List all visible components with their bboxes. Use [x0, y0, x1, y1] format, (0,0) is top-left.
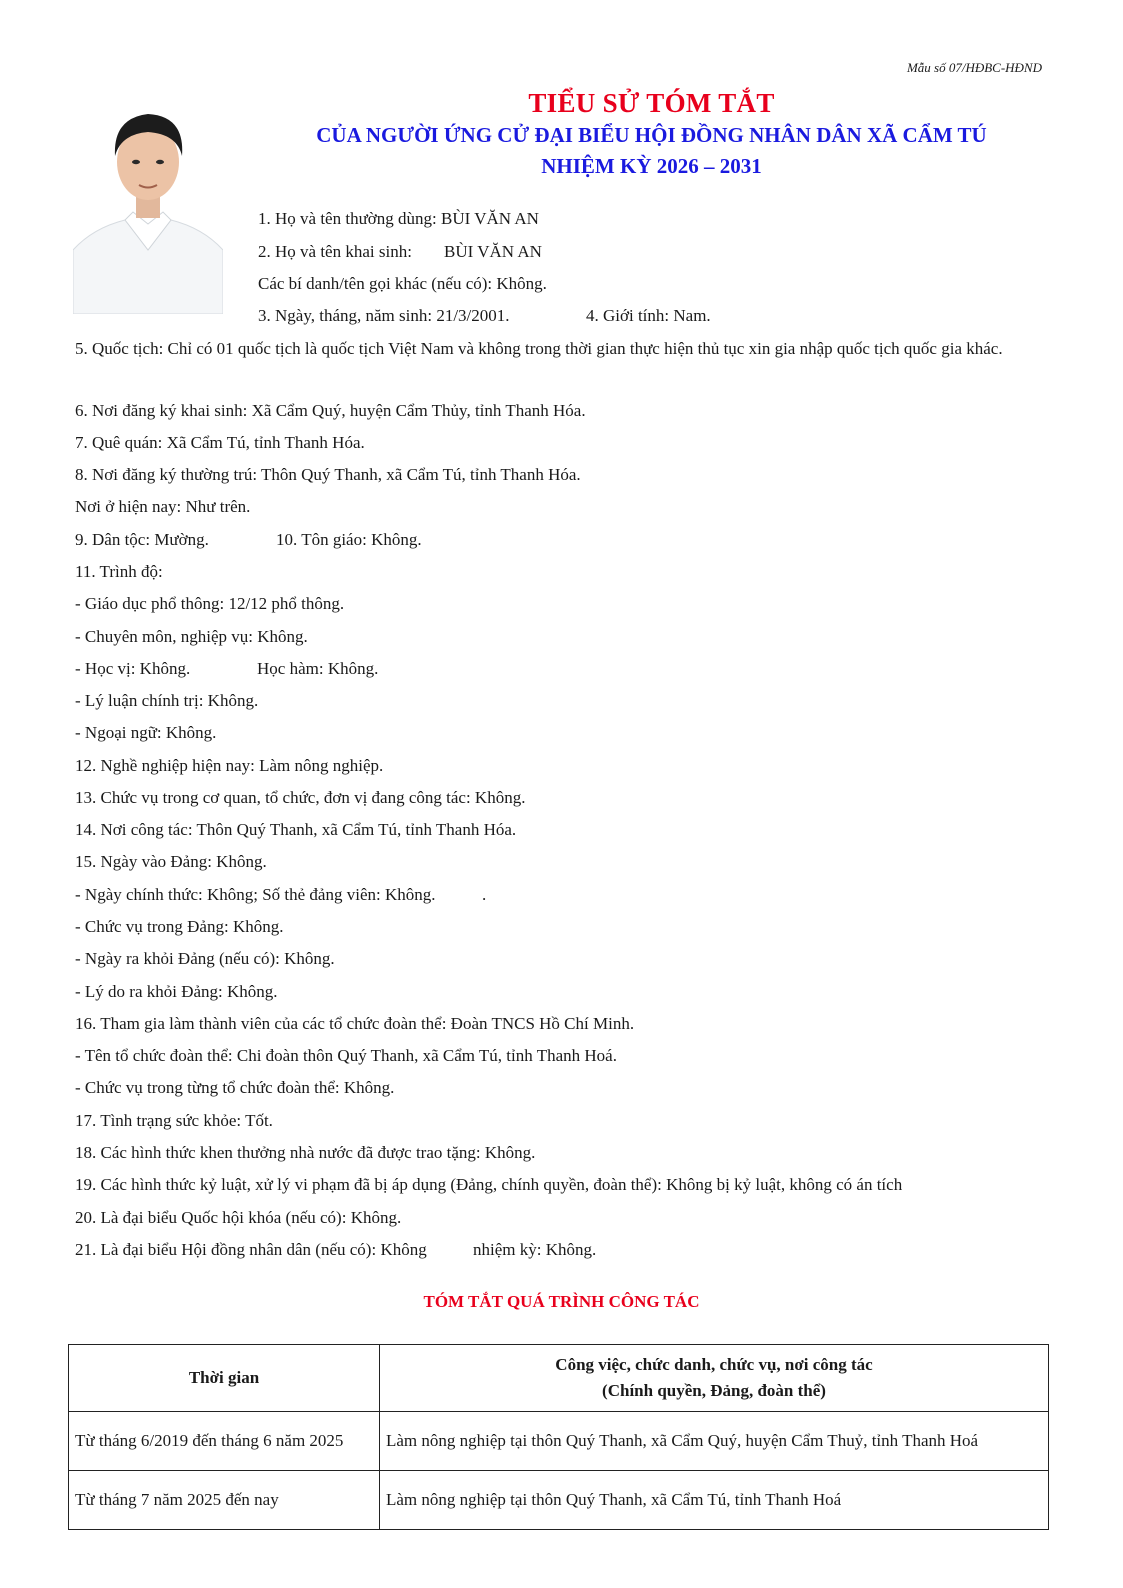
field-permanent-residence: 8. Nơi đăng ký thường trú: Thôn Quý Thanh, xã Cẩm Tú, tỉnh Thanh Hóa.: [75, 465, 581, 484]
field-general-education: - Giáo dục phổ thông: 12/12 phổ thông.: [75, 594, 345, 613]
field-party-official: - Ngày chính thức: Không; Số thẻ đảng viên: Không.: [75, 885, 436, 904]
field-party-leave-date: - Ngày ra khỏi Đảng (nếu có): Không.: [75, 949, 335, 968]
field-organization-name: - Tên tổ chức đoàn thể: Chi đoàn thôn Quý Thanh, xã Cẩm Tú, tỉnh Thanh Hoá.: [75, 1046, 617, 1065]
field-national-assembly: 20. Là đại biểu Quốc hội khóa (nếu có): Không.: [75, 1208, 402, 1227]
field-occupation: 12. Nghề nghiệp hiện nay: Làm nông nghiệp.: [75, 756, 384, 775]
row-work-cell: Làm nông nghiệp tại thôn Quý Thanh, xã Cẩm Quý, huyện Cẩm Thuỷ, tỉnh Thanh Hoá: [380, 1412, 1049, 1471]
field-hometown: 7. Quê quán: Xã Cẩm Tú, tỉnh Thanh Hóa.: [75, 433, 365, 452]
portrait-image: [73, 90, 223, 314]
form-number: Mẫu số 07/HĐBC-HĐND: [906, 60, 1042, 75]
table-row: [69, 1412, 1049, 1471]
column-header-time: Thời gian: [69, 1345, 380, 1412]
field-birth-date: 3. Ngày, tháng, năm sinh: 21/3/2001.: [258, 306, 510, 325]
row-time-cell: Từ tháng 6/2019 đến tháng 6 năm 2025: [69, 1412, 380, 1471]
field-organization-position: - Chức vụ trong từng tổ chức đoàn thể: Không.: [75, 1078, 395, 1097]
stray-dot: .: [482, 885, 487, 904]
table-row: [69, 1471, 1049, 1530]
field-organizations: 16. Tham gia làm thành viên của các tổ chức đoàn thể: Đoàn TNCS Hồ Chí Minh.: [75, 1014, 635, 1033]
document-title: TIỂU SỬ TÓM TẮT: [528, 88, 775, 118]
candidate-photo: [73, 90, 223, 314]
row-work-cell: Làm nông nghiệp tại thôn Quý Thanh, xã Cẩm Tú, tỉnh Thanh Hoá: [380, 1471, 1049, 1530]
field-ethnicity: 9. Dân tộc: Mường.: [75, 530, 209, 549]
field-academic-degree: - Học vị: Không.: [75, 659, 191, 678]
field-political-theory: - Lý luận chính trị: Không.: [75, 691, 259, 710]
column-header-work-line1: Công việc, chức danh, chức vụ, nơi công tác: [555, 1355, 873, 1374]
field-birth-registration: 6. Nơi đăng ký khai sinh: Xã Cẩm Quý, huyện Cẩm Thủy, tỉnh Thanh Hóa.: [75, 401, 586, 420]
field-academic-rank: Học hàm: Không.: [257, 659, 379, 678]
field-position: 13. Chức vụ trong cơ quan, tổ chức, đơn vị đang công tác: Không.: [75, 788, 526, 807]
document-header: [220, 88, 1083, 179]
field-awards: 18. Các hình thức khen thưởng nhà nước đã được trao tặng: Không.: [75, 1143, 536, 1162]
field-current-residence: Nơi ở hiện nay: Như trên.: [75, 497, 251, 516]
field-gender: 4. Giới tính: Nam.: [586, 306, 711, 325]
field-common-name: 1. Họ và tên thường dùng: BÙI VĂN AN: [258, 209, 539, 228]
document-subtitle: CỦA NGƯỜI ỨNG CỬ ĐẠI BIỂU HỘI ĐỒNG NHÂN DÂN XÃ CẨM TÚ: [316, 123, 987, 147]
work-history-title: TÓM TẮT QUÁ TRÌNH CÔNG TÁC: [423, 1292, 700, 1311]
field-specialization: - Chuyên môn, nghiệp vụ: Không.: [75, 627, 308, 646]
field-party-position: - Chức vụ trong Đảng: Không.: [75, 917, 284, 936]
field-birth-name-label: 2. Họ và tên khai sinh:: [258, 242, 412, 261]
field-party-leave-reason: - Lý do ra khỏi Đảng: Không.: [75, 982, 278, 1001]
column-header-work-line2: (Chính quyền, Đảng, đoàn thể): [602, 1381, 826, 1400]
field-foreign-language: - Ngoại ngữ: Không.: [75, 723, 217, 742]
field-birth-name-value: BÙI VĂN AN: [444, 242, 542, 261]
work-history-table: [68, 1344, 1049, 1530]
field-qualifications: 11. Trình độ:: [75, 562, 163, 581]
row-time-cell: Từ tháng 7 năm 2025 đến nay: [69, 1471, 380, 1530]
field-people-council-term: nhiệm kỳ: Không.: [473, 1240, 597, 1259]
field-party-join-date: 15. Ngày vào Đảng: Không.: [75, 852, 267, 871]
field-workplace: 14. Nơi công tác: Thôn Quý Thanh, xã Cẩm Tú, tỉnh Thanh Hóa.: [75, 820, 517, 839]
field-discipline: 19. Các hình thức kỷ luật, xử lý vi phạm đã bị áp dụng (Đảng, chính quyền, đoàn thể): Không bị kỷ luật, không có án tích: [75, 1175, 903, 1194]
table-header-row: [69, 1345, 1049, 1412]
document-term: NHIỆM KỲ 2026 – 2031: [541, 154, 762, 178]
field-health: 17. Tình trạng sức khỏe: Tốt.: [75, 1111, 273, 1130]
field-people-council: 21. Là đại biểu Hội đồng nhân dân (nếu có): Không: [75, 1240, 427, 1259]
column-header-work: [380, 1345, 1049, 1412]
field-alias: Các bí danh/tên gọi khác (nếu có): Không.: [258, 274, 547, 293]
field-nationality: 5. Quốc tịch: Chỉ có 01 quốc tịch là quốc tịch Việt Nam và không trong thời gian thực hiện thủ tục xin gia nhập quốc tịch quốc gia khác.: [75, 339, 1003, 358]
field-religion: 10. Tôn giáo: Không.: [276, 530, 422, 549]
